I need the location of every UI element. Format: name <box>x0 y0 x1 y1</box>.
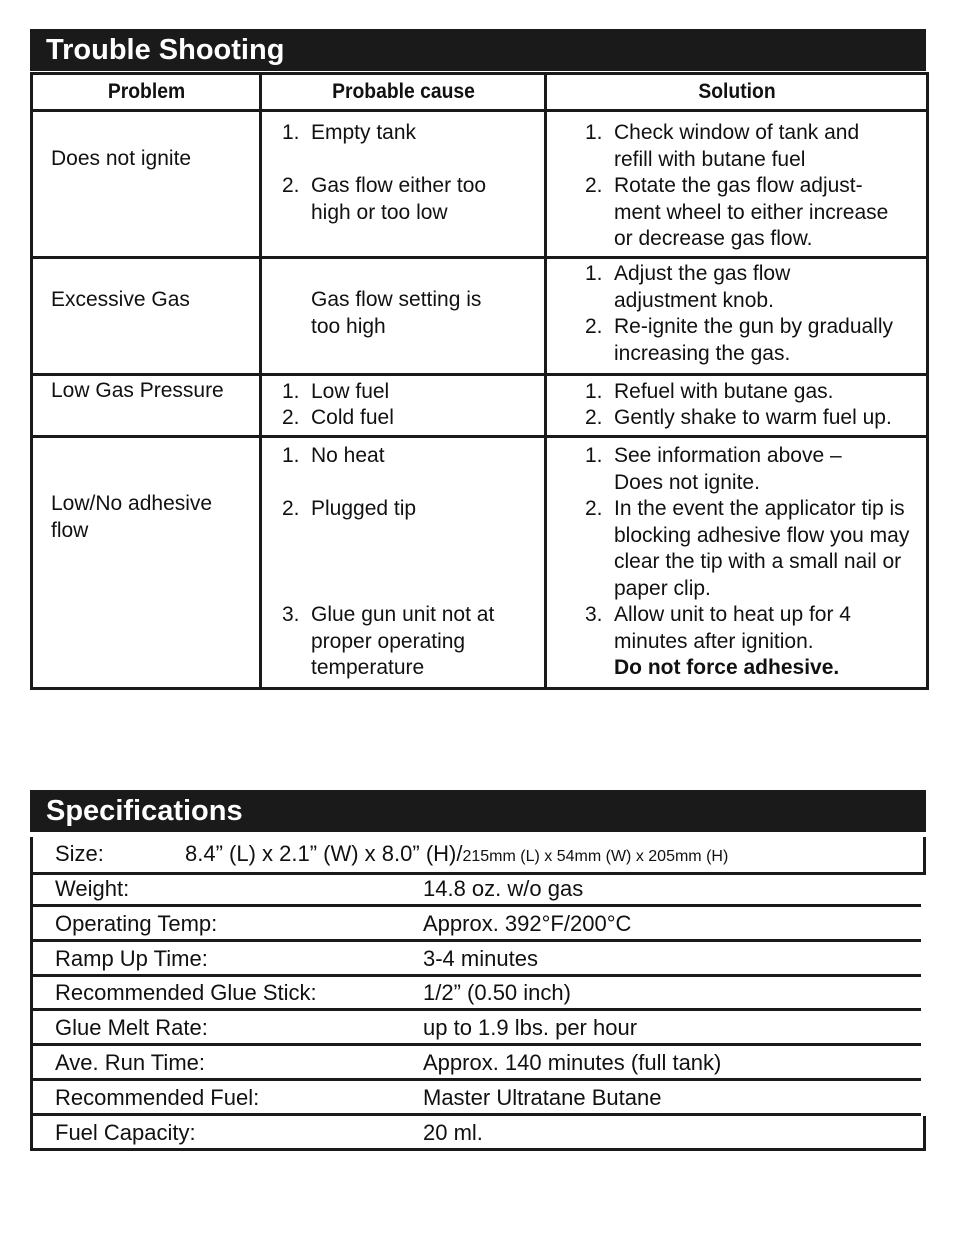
header-solution-label: Solution <box>697 80 776 103</box>
table-row <box>32 111 928 258</box>
item-number: 1. <box>282 444 300 467</box>
list-item <box>585 602 888 682</box>
item-text: Empty tank <box>311 121 417 144</box>
troubleshooting-table <box>30 72 929 690</box>
item-text: Re-ignite the gun by gradually increasing the gas. <box>614 315 894 365</box>
list-item <box>282 405 536 432</box>
header-cause <box>272 74 534 111</box>
problem-cell <box>32 437 261 689</box>
spec-value: Master Ultratane Butane <box>423 1084 662 1110</box>
item-number: 2. <box>585 497 603 520</box>
list-item <box>585 173 906 253</box>
item-number: 2. <box>585 406 603 429</box>
spec-size-metric: 215mm (L) x 54mm (W) x 205mm (H) <box>462 848 729 865</box>
solution-cell <box>546 437 928 689</box>
header-problem <box>41 74 252 111</box>
table-row <box>32 258 928 375</box>
item-text: In the event the applicator tip is blocking adhesive flow you may clear the tip with a small nail or paper clip. <box>614 497 910 600</box>
problem-cell <box>32 111 261 258</box>
item-text: Check window of tank and refill with butane fuel <box>614 121 860 171</box>
spec-label: Recommended Fuel: <box>55 1084 260 1110</box>
item-text: Refuel with butane gas. <box>614 380 834 403</box>
spec-row <box>30 872 921 907</box>
problem-cell <box>32 258 261 375</box>
spec-row <box>30 976 921 1011</box>
cause-cell <box>261 375 546 437</box>
item-text: Cold fuel <box>311 406 394 429</box>
item-number: 1. <box>585 262 603 285</box>
list-item <box>585 496 914 602</box>
list-item <box>282 287 496 340</box>
list-item <box>585 314 914 367</box>
spec-label: Ave. Run Time: <box>55 1050 205 1075</box>
item-number: 1. <box>282 121 300 144</box>
list-item <box>282 173 516 226</box>
spec-label: Weight: <box>55 876 130 901</box>
item-text: Gas flow setting is too high <box>311 288 482 338</box>
problem-text: Excessive Gas <box>51 288 190 311</box>
spec-row <box>30 1116 926 1151</box>
item-number: 2. <box>282 174 300 197</box>
spec-row <box>30 907 921 942</box>
list-item <box>282 379 536 406</box>
list-item <box>282 602 526 682</box>
spec-label: Fuel Capacity: <box>55 1119 196 1145</box>
cause-cell <box>261 111 546 258</box>
problem-text <box>51 491 241 544</box>
spec-value: 14.8 oz. w/o gas <box>423 876 584 901</box>
solution-cell <box>546 258 928 375</box>
list-item <box>585 261 848 314</box>
header-problem-label: Problem <box>107 80 185 103</box>
list-item <box>585 120 888 173</box>
item-text: Plugged tip <box>311 497 417 520</box>
problem-text: Low Gas Pressure <box>51 379 224 402</box>
item-number: 2. <box>585 315 603 338</box>
item-number: 1. <box>585 121 603 144</box>
cause-cell <box>261 437 546 689</box>
solution-cell <box>546 111 928 258</box>
item-number: 1. <box>585 444 603 467</box>
spec-row <box>30 942 921 977</box>
spec-label: Operating Temp: <box>55 910 218 936</box>
item-number: 3. <box>585 603 603 626</box>
spec-label: Glue Melt Rate: <box>55 1015 208 1041</box>
spec-value: 1/2” (0.50 inch) <box>423 980 571 1006</box>
item-number: 2. <box>282 497 300 520</box>
spec-label: Ramp Up Time: <box>55 945 208 971</box>
spec-label: Size: <box>55 841 104 866</box>
item-text: Gently shake to warm fuel up. <box>614 406 892 429</box>
spec-value: Approx. 392°F/200°C <box>423 910 632 936</box>
spec-row-size <box>30 837 926 875</box>
spec-row <box>30 1046 921 1081</box>
list-item <box>585 443 878 496</box>
specifications-title: Specifications <box>30 790 926 832</box>
item-number: 1. <box>585 380 603 403</box>
item-text: Gas flow either too high or too low <box>311 174 487 224</box>
spec-value: Approx. 140 minutes (full tank) <box>423 1050 722 1075</box>
item-text: Low fuel <box>311 380 390 403</box>
problem-cell <box>32 375 261 437</box>
list-item <box>585 405 918 432</box>
spec-row <box>30 1081 921 1116</box>
troubleshooting-title: Trouble Shooting <box>30 29 926 71</box>
list-item <box>282 120 536 147</box>
item-text: Adjust the gas flow adjustment knob. <box>614 262 791 312</box>
item-text: Allow unit to heat up for 4 minutes after ignition. <box>614 603 851 653</box>
spec-value <box>185 837 728 874</box>
spec-value: 20 ml. <box>423 1119 483 1145</box>
item-number: 1. <box>282 380 300 403</box>
solution-cell <box>546 375 928 437</box>
cause-cell <box>261 258 546 375</box>
list-item <box>585 379 918 406</box>
item-number: 2. <box>585 174 603 197</box>
spec-size-imperial: 8.4” (L) x 2.1” (W) x 8.0” (H)/ <box>185 841 463 866</box>
table-row <box>32 375 928 437</box>
spec-value: 3-4 minutes <box>423 945 538 971</box>
problem-text: Does not ignite <box>51 147 192 170</box>
item-text: Rotate the gas flow adjust- ment wheel to either increase or decrease gas flow. <box>614 174 889 250</box>
item-text: Glue gun unit not at proper operating temperature <box>311 603 495 679</box>
list-item <box>282 443 536 470</box>
spec-row <box>30 1011 921 1046</box>
list-item <box>282 496 536 523</box>
warning-text: Do not force adhesive. <box>614 656 840 679</box>
problem-text-content: Low/No adhesive flow <box>51 492 213 542</box>
table-header-row <box>32 74 928 111</box>
item-text: No heat <box>311 444 385 467</box>
header-solution <box>561 74 912 111</box>
spec-label: Recommended Glue Stick: <box>55 980 317 1006</box>
spec-value: up to 1.9 lbs. per hour <box>423 1015 638 1041</box>
item-number: 2. <box>282 406 300 429</box>
header-cause-label: Probable cause <box>331 80 475 103</box>
table-row <box>32 437 928 689</box>
item-text: See information above – Does not ignite. <box>614 444 842 494</box>
item-number: 3. <box>282 603 300 626</box>
